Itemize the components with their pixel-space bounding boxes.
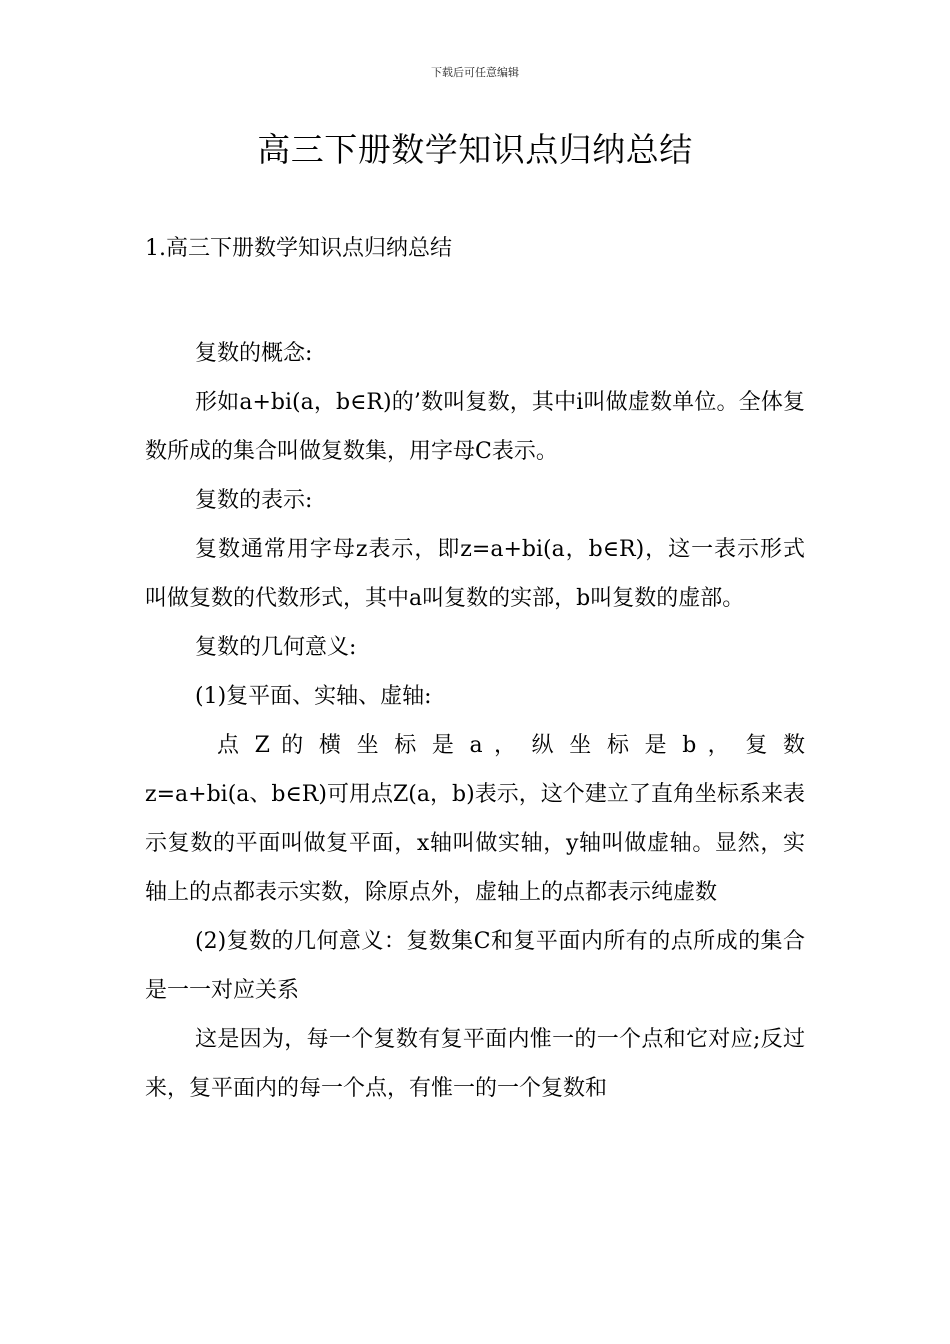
paragraph-geometric-meaning-heading: 复数的几何意义: (195, 635, 357, 660)
paragraph-one-to-one-reason: 这是因为，每一个复数有复平面内惟一的一个点和它对应;反过来，复平面内的每一个点，有惟一的一个复数和 (145, 1027, 805, 1101)
paragraph-complex-representation-heading: 复数的表示: (195, 488, 313, 513)
paragraph-complex-definition: 形如a+bi(a，b∈R)的’数叫复数，其中i叫做虚数单位。全体复数所成的集合叫做复数集，用字母C表示。 (145, 390, 805, 464)
paragraph-complex-algebraic-form: 复数通常用字母z表示，即z=a+bi(a，b∈R)，这一表示形式叫做复数的代数形式，其中a叫复数的实部，b叫复数的虚部。 (145, 537, 805, 611)
header-note: 下载后可任意编辑 (431, 66, 519, 79)
paragraph-geometric-correspondence: (2)复数的几何意义：复数集C和复平面内所有的点所成的集合是一一对应关系 (145, 929, 805, 1003)
paragraph-point-z-line1: 点 Z 的 横 坐 标 是 a ， 纵 坐 标 是 b ， 复 数 (217, 733, 805, 758)
paragraph-complex-plane-description: z=a+bi(a、b∈R)可用点Z(a，b)表示，这个建立了直角坐标系来表示复数的平面叫做复平面，x轴叫做实轴，y轴叫做虚轴。显然，实轴上的点都表示实数，除原点外，虚轴上的点都表示纯虚数 (145, 782, 805, 905)
paragraph-complex-concept-heading: 复数的概念: (195, 341, 313, 366)
paragraph-complex-plane-heading: (1)复平面、实轴、虚轴: (195, 684, 432, 709)
section-heading: 1.高三下册数学知识点归纳总结 (145, 236, 452, 261)
document-title: 高三下册数学知识点归纳总结 (257, 130, 693, 169)
document-body (145, 329, 805, 1113)
